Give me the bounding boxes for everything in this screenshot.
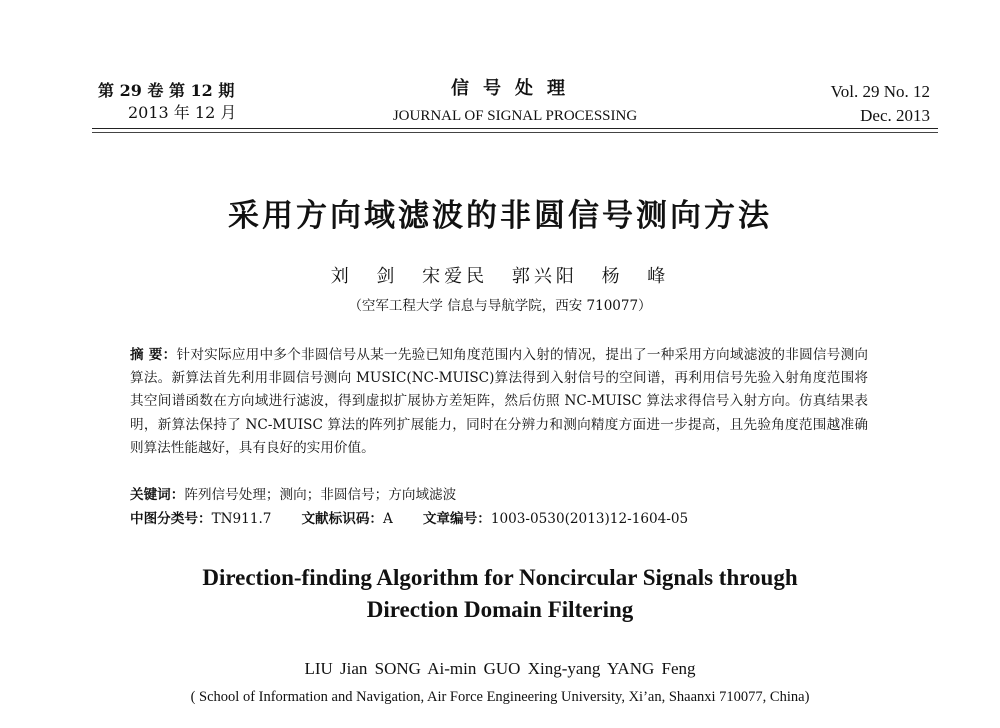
affiliation-zh: （空军工程大学 信息与导航学院，西安 710077） (348, 298, 652, 314)
title-en-line-1: Direction-finding Algorithm for Noncircular Signals through (202, 565, 798, 590)
header-right (831, 80, 930, 128)
clc-segment (130, 511, 271, 527)
clc-value: TN911.7 (211, 511, 272, 527)
paper-title-zh: 采用方向域滤波的非圆信号测向方法 (228, 198, 772, 234)
issue-number: 第 29 卷 第 12 期 (98, 81, 235, 100)
doc-code-label: 文献标识码： (301, 511, 384, 527)
authors-zh: 刘 剑 宋爱民 郭兴阳 杨 峰 (330, 266, 670, 287)
authors-en: LIU Jian SONG Ai-min GUO Xing-yang YANG Feng (304, 659, 696, 678)
issue-date-zh: 2013 年 12 月 (128, 103, 237, 122)
article-id-segment (423, 511, 688, 527)
affiliation-en: ( School of Information and Navigation, Air Force Engineering University, Xi’an, Shaanxi 710077, China) (190, 689, 810, 705)
abstract-label: 摘 要： (130, 347, 177, 363)
journal-name-en: JOURNAL OF SIGNAL PROCESSING (392, 108, 638, 124)
clc-label: 中图分类号： (130, 511, 212, 527)
keywords-label: 关键词： (130, 487, 185, 503)
abstract-zh (130, 344, 868, 460)
journal-header (92, 74, 938, 130)
paper-title-en (0, 562, 1000, 626)
title-en-line-2: Direction Domain Filtering (366, 597, 634, 622)
article-id-label: 文章编号： (422, 511, 491, 527)
abstract-text: 针对实际应用中多个非圆信号从某一先验已知角度范围内入射的情况，提出了一种采用方向域滤波的非圆信号测向算法。新算法首先利用非圆信号测向 MUSIC(NC-MUISC)算法得到入射信号的空间谱，再利用信号先验入射角度范围将其空间谱函数在方向域进行滤波，得到虚拟扩展协方差矩阵，然后仿照 NC-MUISC 算法求得信号入射方向。仿真结果表明，新算法保持了 NC-MUISC 算法的阵列扩展能力，同时在分辨力和测向精度方面进一步提高，且先验角度范围越准确则算法性能越好，具有良好的实用价值。 (130, 347, 868, 456)
journal-name-zh: 信号处理 (451, 78, 579, 99)
volume-number: Vol. 29 No. 12 (830, 82, 930, 101)
doc-code-segment (301, 511, 392, 527)
header-rule-thick (92, 128, 938, 129)
issue-date-en: Dec. 2013 (860, 106, 930, 125)
keywords-text: 阵列信号处理；测向；非圆信号；方向域滤波 (184, 487, 457, 503)
article-id-value: 1003-0530(2013)12-1604-05 (490, 511, 689, 527)
keywords-zh (130, 484, 456, 507)
doc-code-value: A (383, 511, 393, 527)
classification-line (130, 508, 688, 531)
header-rule-thin (92, 132, 938, 133)
header-center (92, 76, 938, 128)
